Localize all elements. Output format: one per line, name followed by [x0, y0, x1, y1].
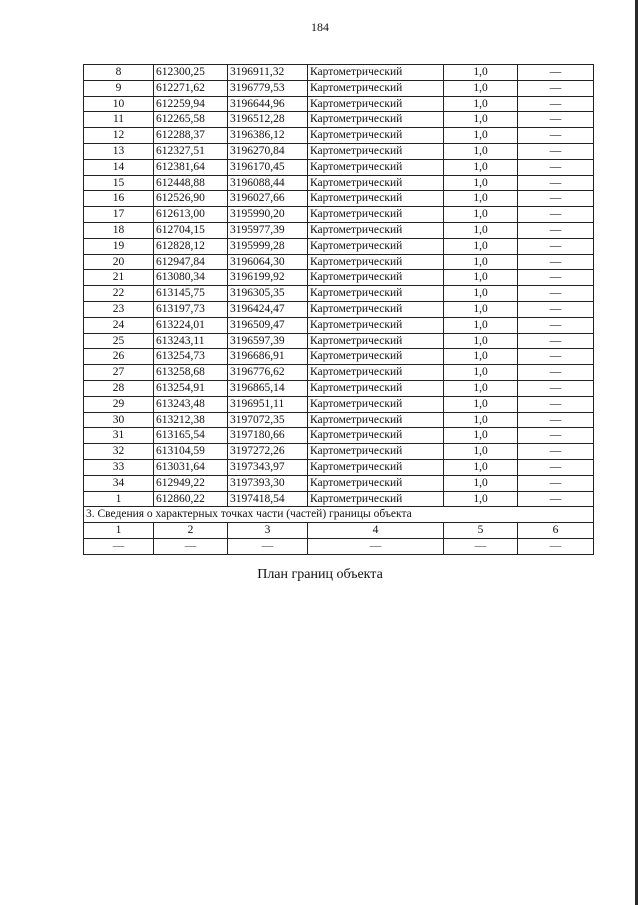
method-cell: Картометрический [308, 412, 444, 428]
x-coordinate-cell: 612949,22 [154, 475, 228, 491]
empty-cell: — [84, 538, 154, 554]
description-cell: — [518, 191, 594, 207]
method-cell: Картометрический [308, 175, 444, 191]
point-number-cell: 30 [84, 412, 154, 428]
method-cell: Картометрический [308, 380, 444, 396]
point-number-cell: 13 [84, 143, 154, 159]
description-cell: — [518, 301, 594, 317]
x-coordinate-cell: 613243,11 [154, 333, 228, 349]
accuracy-cell: 1,0 [444, 254, 518, 270]
description-cell: — [518, 222, 594, 238]
x-coordinate-cell: 613254,73 [154, 349, 228, 365]
accuracy-cell: 1,0 [444, 96, 518, 112]
table-row [84, 317, 594, 333]
point-number-cell: 12 [84, 128, 154, 144]
accuracy-cell: 1,0 [444, 333, 518, 349]
accuracy-cell: 1,0 [444, 238, 518, 254]
x-coordinate-cell: 612448,88 [154, 175, 228, 191]
x-coordinate-cell: 612613,00 [154, 207, 228, 223]
point-number-cell: 29 [84, 396, 154, 412]
point-number-cell: 31 [84, 428, 154, 444]
point-number-cell: 26 [84, 349, 154, 365]
method-cell: Картометрический [308, 317, 444, 333]
table-row [84, 380, 594, 396]
x-coordinate-cell: 612327,51 [154, 143, 228, 159]
description-cell: — [518, 175, 594, 191]
y-coordinate-cell: 3196088,44 [228, 175, 308, 191]
table-row [84, 191, 594, 207]
method-cell: Картометрический [308, 222, 444, 238]
empty-cell: — [308, 538, 444, 554]
section3-title: 3. Сведения о характерных точках части (частей) границы объекта [84, 507, 594, 523]
table-row [84, 428, 594, 444]
description-cell: — [518, 333, 594, 349]
section3-title-row [84, 507, 594, 523]
method-cell: Картометрический [308, 270, 444, 286]
column-header: 3 [228, 523, 308, 539]
description-cell: — [518, 143, 594, 159]
description-cell: — [518, 270, 594, 286]
accuracy-cell: 1,0 [444, 143, 518, 159]
accuracy-cell: 1,0 [444, 207, 518, 223]
table-row [84, 175, 594, 191]
table-row [84, 444, 594, 460]
y-coordinate-cell: 3196424,47 [228, 301, 308, 317]
table-row [84, 112, 594, 128]
x-coordinate-cell: 612300,25 [154, 65, 228, 81]
table-row [84, 333, 594, 349]
x-coordinate-cell: 613145,75 [154, 286, 228, 302]
x-coordinate-cell: 613031,64 [154, 459, 228, 475]
point-number-cell: 1 [84, 491, 154, 507]
accuracy-cell: 1,0 [444, 459, 518, 475]
x-coordinate-cell: 613258,68 [154, 365, 228, 381]
y-coordinate-cell: 3195990,20 [228, 207, 308, 223]
description-cell: — [518, 365, 594, 381]
method-cell: Картометрический [308, 475, 444, 491]
point-number-cell: 17 [84, 207, 154, 223]
y-coordinate-cell: 3195977,39 [228, 222, 308, 238]
accuracy-cell: 1,0 [444, 349, 518, 365]
table-row [84, 459, 594, 475]
description-cell: — [518, 317, 594, 333]
table-row [84, 96, 594, 112]
method-cell: Картометрический [308, 444, 444, 460]
table-row [84, 238, 594, 254]
point-number-cell: 14 [84, 159, 154, 175]
empty-cell: — [154, 538, 228, 554]
empty-cell: — [518, 538, 594, 554]
x-coordinate-cell: 613254,91 [154, 380, 228, 396]
description-cell: — [518, 444, 594, 460]
accuracy-cell: 1,0 [444, 191, 518, 207]
y-coordinate-cell: 3196512,28 [228, 112, 308, 128]
description-cell: — [518, 349, 594, 365]
accuracy-cell: 1,0 [444, 128, 518, 144]
x-coordinate-cell: 612860,22 [154, 491, 228, 507]
y-coordinate-cell: 3196779,53 [228, 80, 308, 96]
description-cell: — [518, 254, 594, 270]
x-coordinate-cell: 612259,94 [154, 96, 228, 112]
table-row [84, 222, 594, 238]
description-cell: — [518, 286, 594, 302]
points-table-body [84, 65, 594, 507]
description-cell: — [518, 65, 594, 81]
accuracy-cell: 1,0 [444, 270, 518, 286]
method-cell: Картометрический [308, 286, 444, 302]
table-row [84, 207, 594, 223]
method-cell: Картометрический [308, 80, 444, 96]
point-number-cell: 23 [84, 301, 154, 317]
point-number-cell: 16 [84, 191, 154, 207]
y-coordinate-cell: 3195999,28 [228, 238, 308, 254]
y-coordinate-cell: 3196305,35 [228, 286, 308, 302]
x-coordinate-cell: 612288,37 [154, 128, 228, 144]
empty-cell: — [228, 538, 308, 554]
empty-cell: — [444, 538, 518, 554]
point-number-cell: 18 [84, 222, 154, 238]
x-coordinate-cell: 612381,64 [154, 159, 228, 175]
y-coordinate-cell: 3196597,39 [228, 333, 308, 349]
accuracy-cell: 1,0 [444, 380, 518, 396]
page-number: 184 [311, 20, 329, 34]
table-row [84, 128, 594, 144]
description-cell: — [518, 96, 594, 112]
point-number-cell: 25 [84, 333, 154, 349]
point-number-cell: 9 [84, 80, 154, 96]
y-coordinate-cell: 3197072,35 [228, 412, 308, 428]
column-header: 4 [308, 523, 444, 539]
section3-empty-row [84, 538, 594, 554]
table-row [84, 365, 594, 381]
x-coordinate-cell: 612704,15 [154, 222, 228, 238]
table-row [84, 396, 594, 412]
method-cell: Картометрический [308, 459, 444, 475]
point-number-cell: 33 [84, 459, 154, 475]
y-coordinate-cell: 3197393,30 [228, 475, 308, 491]
x-coordinate-cell: 612828,12 [154, 238, 228, 254]
y-coordinate-cell: 3196386,12 [228, 128, 308, 144]
boundary-points-table [83, 64, 594, 555]
table-row [84, 301, 594, 317]
accuracy-cell: 1,0 [444, 222, 518, 238]
description-cell: — [518, 128, 594, 144]
accuracy-cell: 1,0 [444, 80, 518, 96]
description-cell: — [518, 207, 594, 223]
table-row [84, 270, 594, 286]
point-number-cell: 15 [84, 175, 154, 191]
point-number-cell: 10 [84, 96, 154, 112]
method-cell: Картометрический [308, 128, 444, 144]
accuracy-cell: 1,0 [444, 286, 518, 302]
y-coordinate-cell: 3196686,91 [228, 349, 308, 365]
table-row [84, 65, 594, 81]
description-cell: — [518, 428, 594, 444]
table-row [84, 254, 594, 270]
y-coordinate-cell: 3197343,97 [228, 459, 308, 475]
method-cell: Картометрический [308, 428, 444, 444]
accuracy-cell: 1,0 [444, 428, 518, 444]
table-row [84, 349, 594, 365]
point-number-cell: 24 [84, 317, 154, 333]
accuracy-cell: 1,0 [444, 365, 518, 381]
accuracy-cell: 1,0 [444, 159, 518, 175]
y-coordinate-cell: 3197180,66 [228, 428, 308, 444]
point-number-cell: 20 [84, 254, 154, 270]
method-cell: Картометрический [308, 112, 444, 128]
description-cell: — [518, 459, 594, 475]
y-coordinate-cell: 3196027,66 [228, 191, 308, 207]
table-row [84, 412, 594, 428]
y-coordinate-cell: 3196170,45 [228, 159, 308, 175]
table-row [84, 143, 594, 159]
description-cell: — [518, 80, 594, 96]
table-row [84, 80, 594, 96]
plan-title: План границ объекта [257, 567, 383, 582]
accuracy-cell: 1,0 [444, 444, 518, 460]
method-cell: Картометрический [308, 238, 444, 254]
accuracy-cell: 1,0 [444, 412, 518, 428]
description-cell: — [518, 475, 594, 491]
accuracy-cell: 1,0 [444, 475, 518, 491]
point-number-cell: 11 [84, 112, 154, 128]
method-cell: Картометрический [308, 207, 444, 223]
x-coordinate-cell: 613080,34 [154, 270, 228, 286]
column-header: 2 [154, 523, 228, 539]
x-coordinate-cell: 613243,48 [154, 396, 228, 412]
section3-header-row [84, 523, 594, 539]
y-coordinate-cell: 3196951,11 [228, 396, 308, 412]
table-row [84, 475, 594, 491]
scan-edge-border [635, 0, 638, 905]
point-number-cell: 19 [84, 238, 154, 254]
table-row [84, 159, 594, 175]
y-coordinate-cell: 3196064,30 [228, 254, 308, 270]
method-cell: Картометрический [308, 96, 444, 112]
x-coordinate-cell: 613212,38 [154, 412, 228, 428]
description-cell: — [518, 396, 594, 412]
column-header: 5 [444, 523, 518, 539]
accuracy-cell: 1,0 [444, 65, 518, 81]
description-cell: — [518, 112, 594, 128]
y-coordinate-cell: 3196644,96 [228, 96, 308, 112]
x-coordinate-cell: 612271,62 [154, 80, 228, 96]
point-number-cell: 34 [84, 475, 154, 491]
accuracy-cell: 1,0 [444, 301, 518, 317]
y-coordinate-cell: 3196509,47 [228, 317, 308, 333]
description-cell: — [518, 380, 594, 396]
method-cell: Картометрический [308, 365, 444, 381]
column-header: 1 [84, 523, 154, 539]
method-cell: Картометрический [308, 159, 444, 175]
table-row [84, 491, 594, 507]
y-coordinate-cell: 3196199,92 [228, 270, 308, 286]
y-coordinate-cell: 3196865,14 [228, 380, 308, 396]
accuracy-cell: 1,0 [444, 396, 518, 412]
method-cell: Картометрический [308, 396, 444, 412]
accuracy-cell: 1,0 [444, 112, 518, 128]
section3-body [84, 507, 594, 554]
x-coordinate-cell: 613197,73 [154, 301, 228, 317]
method-cell: Картометрический [308, 65, 444, 81]
x-coordinate-cell: 612265,58 [154, 112, 228, 128]
point-number-cell: 22 [84, 286, 154, 302]
point-number-cell: 27 [84, 365, 154, 381]
x-coordinate-cell: 612947,84 [154, 254, 228, 270]
y-coordinate-cell: 3197272,26 [228, 444, 308, 460]
x-coordinate-cell: 612526,90 [154, 191, 228, 207]
method-cell: Картометрический [308, 143, 444, 159]
point-number-cell: 32 [84, 444, 154, 460]
table-row [84, 286, 594, 302]
y-coordinate-cell: 3196911,32 [228, 65, 308, 81]
y-coordinate-cell: 3196776,62 [228, 365, 308, 381]
y-coordinate-cell: 3197418,54 [228, 491, 308, 507]
method-cell: Картометрический [308, 301, 444, 317]
accuracy-cell: 1,0 [444, 175, 518, 191]
description-cell: — [518, 412, 594, 428]
method-cell: Картометрический [308, 191, 444, 207]
point-number-cell: 8 [84, 65, 154, 81]
accuracy-cell: 1,0 [444, 317, 518, 333]
x-coordinate-cell: 613165,54 [154, 428, 228, 444]
method-cell: Картометрический [308, 333, 444, 349]
method-cell: Картометрический [308, 254, 444, 270]
description-cell: — [518, 238, 594, 254]
point-number-cell: 21 [84, 270, 154, 286]
description-cell: — [518, 159, 594, 175]
point-number-cell: 28 [84, 380, 154, 396]
description-cell: — [518, 491, 594, 507]
method-cell: Картометрический [308, 491, 444, 507]
method-cell: Картометрический [308, 349, 444, 365]
y-coordinate-cell: 3196270,84 [228, 143, 308, 159]
x-coordinate-cell: 613224,01 [154, 317, 228, 333]
x-coordinate-cell: 613104,59 [154, 444, 228, 460]
column-header: 6 [518, 523, 594, 539]
accuracy-cell: 1,0 [444, 491, 518, 507]
